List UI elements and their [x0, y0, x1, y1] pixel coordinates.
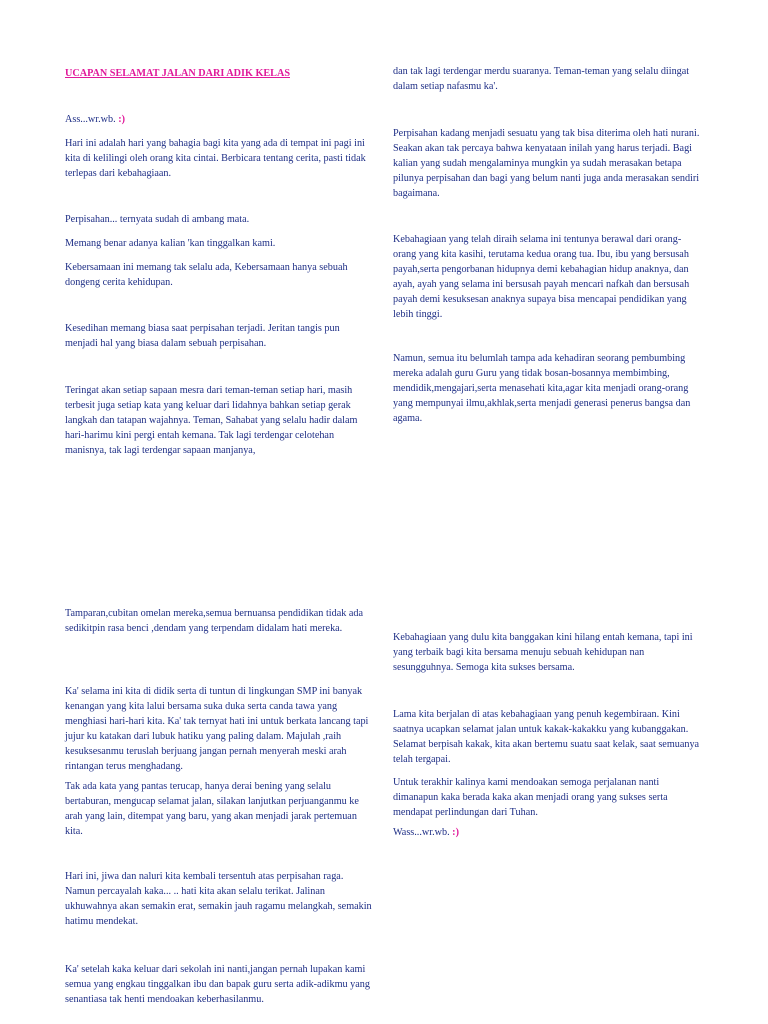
paragraph: Ka' selama ini kita di didik serta di tuntun di lingkungan SMP ini banyak kenangan yang kita lalui bersama suka duka serta canda tawa yang menghiasi hari-hari kita. Ka' tak ternyat hati ini untuk berkata lancang tapi jujur ku katakan dari lubuk hatiku yang paling dalam. Majulah ,raih kesuksesanmu teruslah berjuang jangan pernah menyerah meski arah rintangan terus menghadang. [65, 686, 369, 772]
paragraph: Memang benar adanya kalian 'kan tinggalkan kami. [65, 238, 276, 249]
paragraph: Namun, semua itu belumlah tampa ada kehadiran seorang pembumbing mereka adalah guru Guru yang tidak bosan-bosannya membimbing, mendidik,mengajari,serta menasehati kita,agar kita menjadi orang-orang yang mempunyai ilmu,akhlak,serta menjadi generasi penerus bangsa dan agama. [393, 353, 691, 424]
closing-greeting [393, 825, 703, 840]
paragraph: Teringat akan setiap sapaan mesra dari teman-teman setiap hari, masih terbesit juga setiap kata yang keluar dari lidahnya bahkan setiap gerak langkah dan tatapan wajahnya. Teman, Sahabat yang selalu hadir dalam hari-harimu kini pergi entah kemana. Tak lagi terdengar celotehan manisnya, tak lagi terdengar sapaan manjanya, [65, 385, 358, 456]
greeting-text: Ass...wr.wb. [65, 114, 116, 125]
opening-greeting [65, 112, 375, 127]
paragraph: dan tak lagi terdengar merdu suaranya. Teman-teman yang selalu diingat dalam setiap nafasmu ka'. [393, 66, 690, 92]
paragraph: Hari ini, jiwa dan naluri kita kembali tersentuh atas perpisahan raga. Namun percayalah kaka... .. hati kita akan selalu terikat. Jalinan ukhuwahnya akan semakin erat, semakin jauh ragamu melangkah, semakin hatimu mendekat. [65, 871, 372, 927]
smiley-emoticon: :) [118, 114, 126, 125]
document-title: UCAPAN SELAMAT JALAN DARI ADIK KELAS [65, 68, 290, 79]
paragraph: Kebahagiaan yang dulu kita banggakan kini hilang entah kemana, tapi ini yang terbaik bagi kita bersama menuju sebuah kehidupan nan sesungguhnya. Semoga kita sukses bersama. [393, 632, 693, 673]
paragraph: Tak ada kata yang pantas terucap, hanya derai bening yang selalu bertaburan, mengucap selamat jalan, silakan lanjutkan perjuanganmu ke arah yang lain, ditempat yang baru, yang akan menjadi jarak pertemuan kita. [65, 781, 359, 837]
paragraph: Ka' setelah kaka keluar dari sekolah ini nanti,jangan pernah lupakan kami semua yang engkau tinggalkan ibu dan bapak guru serta adik-adikmu yang senantiasa tak henti mendoakan keberhasilanmu. [65, 964, 370, 1005]
paragraph: Perpisahan kadang menjadi sesuatu yang tak bisa diterima oleh hati nurani. Seakan akan tak percaya bahwa kenyataan inilah yang harus terjadi. Bagi kalian yang sudah mengalaminya mungkin ya sudah merasakan betapa pilunya perpisahan dan bagi yang belum nanti juga anda merasakan sendiri bagaimana. [393, 128, 700, 199]
paragraph: Kebahagiaan yang telah diraih selama ini tentunya berawal dari orang-orang yang kita kasihi, terutama kedua orang tua. Ibu, ibu yang bersusah payah,serta pengorbanan hidupnya demi kebahagian hidup anaknya, dan ayah, ayah yang selama ini bersusah payah mencari nafkah dan bersusah payah demi kesuksesan anaknya supaya bisa mencapai pendidikan yang lebih tinggi. [393, 234, 690, 320]
paragraph: Hari ini adalah hari yang bahagia bagi kita yang ada di tempat ini pagi ini kita di kelilingi oleh orang kita cintai. Berbicara tentang cerita, pasti tidak terlepas dari kebahagiaan. [65, 138, 366, 179]
paragraph: Kebersamaan ini memang tak selalu ada, Kebersamaan hanya sebuah dongeng cerita kehidupan. [65, 262, 348, 288]
paragraph: Untuk terakhir kalinya kami mendoakan semoga perjalanan nanti dimanapun kaka berada kaka akan menjadi orang yang sukses serta mendapat perlindungan dari Tuhan. [393, 777, 668, 818]
paragraph: Tamparan,cubitan omelan mereka,semua bernuansa pendidikan tidak ada sedikitpin rasa benci ,dendam yang terpendam didalam hati mereka. [65, 608, 363, 634]
paragraph: Lama kita berjalan di atas kebahagiaan yang penuh kegembiraan. Kini saatnya ucapkan selamat jalan untuk kakak-kakakku yang kubanggakan. Selamat berpisah kakak, kita akan bertemu suatu saat kelak, saat semuanya telah tergapai. [393, 709, 700, 765]
smiley-emoticon: :) [452, 827, 459, 838]
paragraph: Kesedihan memang biasa saat perpisahan terjadi. Jeritan tangis pun menjadi hal yang biasa dalam sebuah perpisahan. [65, 323, 340, 349]
paragraph: Perpisahan... ternyata sudah di ambang mata. [65, 214, 250, 225]
greeting-text: Wass...wr.wb. [393, 827, 450, 838]
